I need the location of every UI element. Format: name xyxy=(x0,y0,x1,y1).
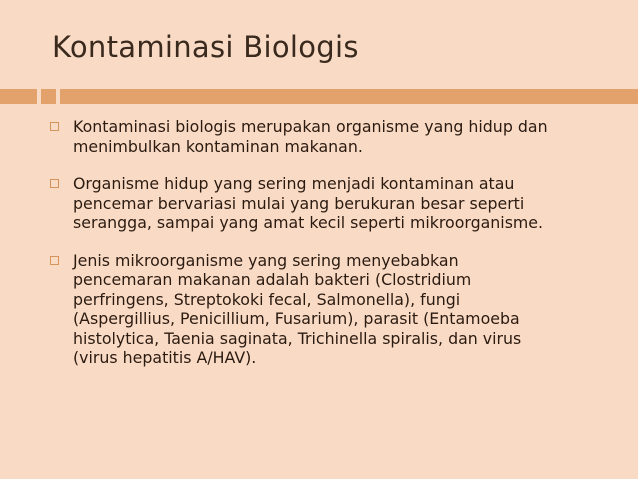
bullet-text-line: (Aspergillius, Penicillium, Fusarium), parasit (Entamoeba xyxy=(73,309,520,328)
bullet-list xyxy=(48,117,608,368)
bullet-text-line: Kontaminasi biologis merupakan organisme yang hidup dan xyxy=(73,117,548,136)
bullet-item xyxy=(48,174,608,233)
title-divider-right-bar xyxy=(60,89,638,104)
hollow-square-bullet-icon xyxy=(50,179,59,188)
bullet-item xyxy=(48,251,608,368)
bullet-item xyxy=(48,117,608,156)
title-divider-square xyxy=(41,89,56,104)
hollow-square-bullet-icon xyxy=(50,256,59,265)
slide-title: Kontaminasi Biologis xyxy=(52,30,359,64)
bullet-text-line: menimbulkan kontaminan makanan. xyxy=(73,136,363,156)
bullet-text-line: pencemar bervariasi mulai yang berukuran besar seperti xyxy=(73,193,525,213)
hollow-square-bullet-icon xyxy=(50,122,59,131)
title-divider-left-bar xyxy=(0,89,37,104)
bullet-text-line: histolytica, Taenia saginata, Trichinella spiralis, dan virus xyxy=(73,328,522,348)
bullet-text-line: Organisme hidup yang sering menjadi kontaminan atau xyxy=(73,174,515,193)
bullet-text-line: (virus hepatitis A/HAV). xyxy=(73,348,257,367)
bullet-text-line: serangga, sampai yang amat kecil seperti mikroorganisme. xyxy=(73,213,544,232)
bullet-text-line: pencemaran makanan adalah bakteri (Clostridium xyxy=(73,270,472,289)
bullet-text-line: perfringens, Streptokoki fecal, Salmonella), fungi xyxy=(73,289,461,309)
bullet-text-line: Jenis mikroorganisme yang sering menyebabkan xyxy=(73,250,459,270)
